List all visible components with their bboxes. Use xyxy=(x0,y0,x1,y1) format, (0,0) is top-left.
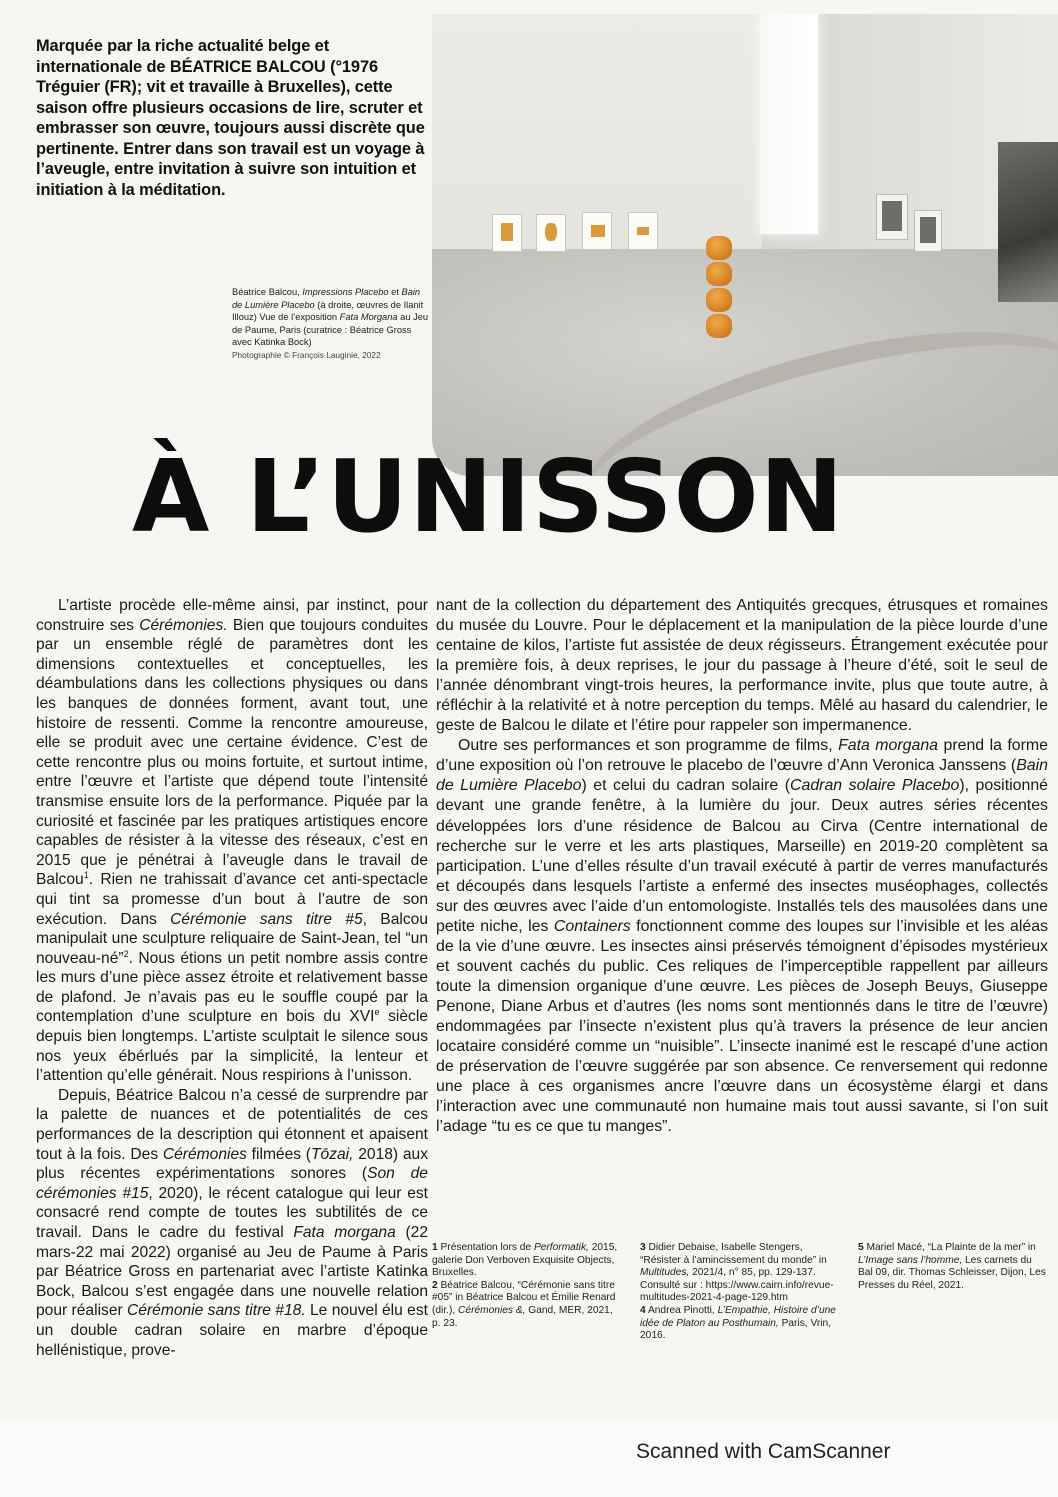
caption-work-title: Impressions Placebo xyxy=(302,287,389,297)
body-paragraph: Depuis, Béatrice Balcou n’a cessé de surprendre par la palette de nuances et de potentialités de ces performances de la description qui étonnent et apaisent tout à la fois. Des Cérémonies filmées (Tōzai, 2018) aux plus récentes expérimentations sonores (Son de cérémonies #15, 2020), le récent catalogue qui leur est consacré rend compte de toutes les subtilités de ce travail. Dans le cadre du festival Fata morgana (22 mars-22 mai 2022) organisé au Jeu de Paume à Paris par Béatrice Gross en partenariat avec l’artiste Katinka Bock, Balcou s’est engagée dans une nouvelle relation pour réaliser Cérémonie sans titre #18. Le nouvel élu est un double cadran solaire en marbre d’époque hellénistique, prove- xyxy=(36,1086,428,1359)
caption-text: Béatrice Balcou, xyxy=(232,287,303,297)
caption-exhibition-title: Fata Morgana xyxy=(339,312,398,323)
footnote: 2 Béatrice Balcou, “Cérémonie sans titre #05” in Béatrice Balcou et Émilie Renard (dir.), Cérémonies &, Gand, MER, 2021, p. 23. xyxy=(432,1279,616,1329)
caption-text: au Jeu de Paume, Paris (curatrice : Béatrice Gross avec Katinka Bock) xyxy=(232,312,429,348)
body-column-left xyxy=(36,596,428,1360)
body-paragraph: nant de la collection du département des Antiquités grecques, étrusques et romaines du musée du Louvre. Pour le déplacement et la manipulation de la pièce lourde d’une centaine de kilos, l’artiste fut assistée de deux régisseurs. Étrangement exécutée pour la première fois, à deux reprises, le jour du passage à l’heure d’été, soit le seul de l’année dénombrant vingt-trois heures, la performance invite, plus que toute autre, à réfléchir à la relativité et à notre perception du temps. Mêlé au hasard du calendrier, le geste de Balcou le dilate et l’étire pour rappeler son impermanence. xyxy=(436,597,1048,735)
footnotes-column-2 xyxy=(640,1242,840,1343)
body-paragraph: Outre ses performances et son programme de films, Fata morgana prend la forme d’une exposition où l’on retrouve le placebo de l’œuvre d’Ann Veronica Janssens (Bain de Lumière Placebo) et celui du cadran solaire (Cadran solaire Placebo), positionné devant une grande fenêtre, à la lumière du jour. Deux autres séries récentes développées lors d’une résidence de Balcou au Cirva (Centre international de recherche sur le verre et les arts plastiques, Marseille) en 2019-20 complètent sa participation. L’une d’elles résulte d’un travail exécuté à partir de verres manufacturés et découpés dans lesquels l’artiste a enfermé des insectes muséophages, collectés sur des œuvres avec l’aide d’un entomologiste. Installés tels des mausolées dans une petite niche, les Containers fonctionnent comme des loupes sur l’invisible et les aléas de la vie d’une œuvre. Les insectes ainsi préservés témoignent d’épisodes mystérieux et souvent cachés du public. Ces reliques de l’imperceptible rappellent par ailleurs toute la dimension organique d’une œuvre. Les pièces de Joseph Beuys, Giuseppe Penone, Diane Arbus et d’autres (les noms sont mentionnés dans le titre de l’œuvre) endommagées par l’insecte n’existent plus qu’à travers la présence de leur ancien locataire considéré comme un “nuisible”. L’insecte inanimé est le rescapé d’une action de préservation de l’œuvre suggérée par son absence. Ce renversement qui redonne une place à ces organismes ancre l’œuvre dans un écosystème élargi et dans l’interaction avec une communauté non humaine mais tout aussi savante, si l’on suit l’adage “tu es ce que tu manges”. xyxy=(436,737,1049,1136)
footnote-ref: 1 xyxy=(83,870,89,881)
footnote: 5 Mariel Macé, “La Plainte de la mer” in L’Image sans l’homme, Les carnets du Bal 09, dir. Thomas Schleisser, Dijon, Les Presses du Réel, 2021. xyxy=(858,1242,1046,1291)
scanner-watermark: Scanned with CamScanner xyxy=(636,1440,891,1463)
framed-work xyxy=(628,212,658,250)
footnote: 1 Présentation lors de Performatik, 2015, galerie Don Verboven Exquisite Objects, Bruxelles. xyxy=(432,1242,618,1279)
body-paragraph: L’artiste procède elle-même ainsi, par instinct, pour construire ses Cérémonies. Bien que toujours conduites par un ensemble réglé de paramètres dont les dimensions contextuelles et conceptuelles, les déambulations dans les collections physiques ou dans les banques de données forment, avant tout, une histoire de ressenti. Comme la rencontre amoureuse, elle se produit avec une certaine évidence. C’est de cette rencontre plus ou moins fortuite, et surtout intime, entre l’œuvre et l’artiste que dépend toute l’intensité transmise ensuite lors de la performance. Piquée par la curiosité et fascinée par les pratiques artistiques encore capables de résister à la vitesse des réseaux, c’est en 2015 que je pénétrai à l’aveugle dans le travail de Balcou$^1$. Rien ne trahissait d’avance cet anti-spectacle qui tint sa promesse d’un bout à l’autre de son exécution. Dans Cérémonie sans titre #5, Balcou manipulait une sculpture reliquaire de Saint-Jean, tel “un nouveau-né”$^2$. Nous étions un petit nombre assis contre les murs d’une pièce assez étroite et relativement basse de plafond. Je n’avais pas eu le souffle coupé par la contemplation d’une sculpture en bois du XVIe siècle depuis bien longtemps. L’artiste sculptait le silence sous nos yeux ébérlués par la simplicité, la lenteur et l’attention qu’elle générait. Nous respirions à l’unisson. xyxy=(36,597,428,1085)
caption-text: (à droite, œuvres de Ilanit Illouz) Vue de l’exposition xyxy=(232,299,424,323)
intro-paragraph xyxy=(36,36,426,200)
article-headline: À L’UNISSON xyxy=(132,438,845,555)
artist-name: BÉATRICE BALCOU xyxy=(169,57,326,76)
framed-work xyxy=(582,212,612,250)
footnotes-column-3 xyxy=(858,1242,1048,1292)
caption-text: et xyxy=(388,287,402,297)
footnotes-column-1 xyxy=(432,1242,622,1330)
photo-print xyxy=(914,210,942,252)
photo-credit: Photographie © François Lauginie, 2022 xyxy=(232,349,381,360)
large-photo-print xyxy=(998,142,1058,302)
photo-print xyxy=(876,194,908,240)
intro-lead-1: Marquée par la riche actualité belge et internationale de xyxy=(36,37,330,76)
caption-work-title: Bain de Lumière Placebo xyxy=(232,287,421,310)
framed-work xyxy=(492,214,522,252)
photo-caption xyxy=(232,286,432,362)
photo-window xyxy=(760,14,818,234)
body-column-right xyxy=(436,596,1048,1137)
framed-work xyxy=(536,214,566,252)
intro-lead-2: (°1976 Tréguier (FR); vit et travaille à Bruxelles), cette saison offre plusieurs occasions de lire, scruter et embrasser son œuvre, toujours aussi discrète que pertinente. Entrer dans son travail est un voyage à l’aveugle, entre invitation à suivre son intuition et initiation à la méditation. xyxy=(36,57,425,199)
exhibition-photo xyxy=(432,14,1058,476)
orange-sculpture xyxy=(706,236,732,340)
footnote: 3 Didier Debaise, Isabelle Stengers, “Résister à l’amincissement du monde” in Multitudes, 2021/4, n° 85, pp. 129-137. Consulté sur : https://www.cairn.info/revue-multitudes-2021-4-page-129.htm xyxy=(640,1242,834,1304)
footnote-ref: 2 xyxy=(123,948,129,959)
footnote: 4 Andrea Pinotti, L’Empathie, Histoire d’une idée de Platon au Posthumain, Paris, Vrin, 2016. xyxy=(640,1304,836,1342)
